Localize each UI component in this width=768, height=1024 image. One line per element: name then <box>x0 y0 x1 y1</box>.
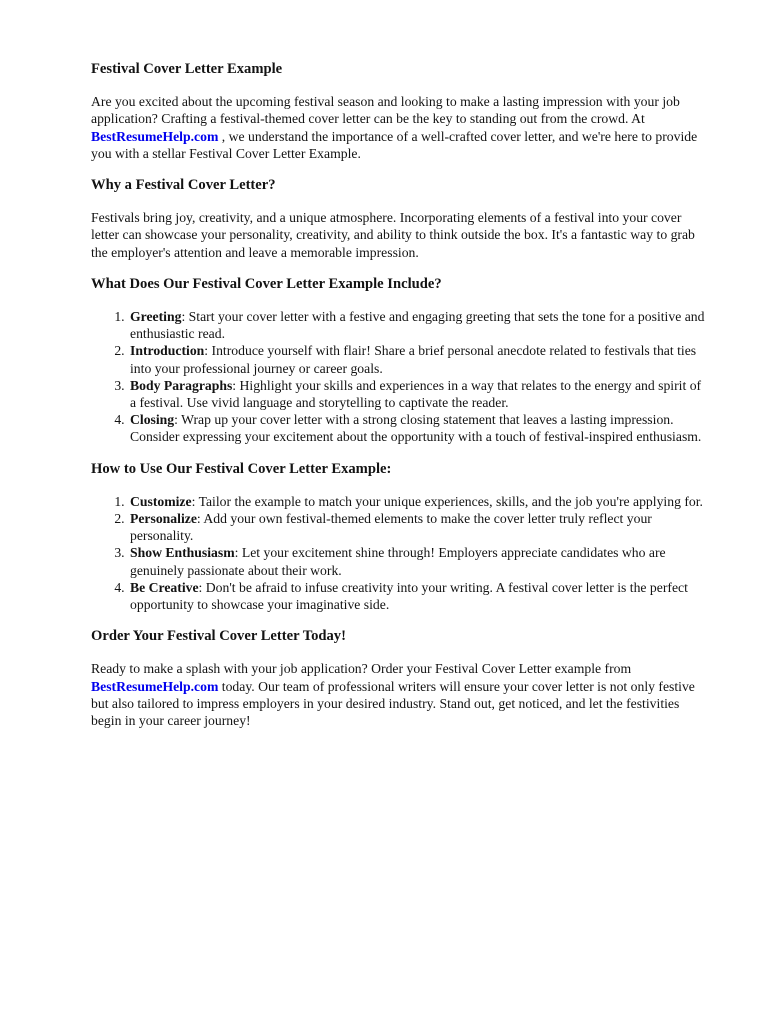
list-desc: : Wrap up your cover letter with a strong closing statement that leaves a lasting impression. Consider expressing your excitement about the opportunity with a touch of festival-inspired enthusiasm. <box>130 412 702 445</box>
list-term: Personalize <box>130 511 197 527</box>
howto-list <box>91 493 709 613</box>
list-term: Introduction <box>130 343 205 359</box>
list-item-body-paragraphs <box>128 377 709 411</box>
list-term: Closing <box>130 412 175 428</box>
howto-section-heading: How to Use Our Festival Cover Letter Example: <box>91 460 392 477</box>
list-item-personalize <box>128 510 709 544</box>
bestresumehelp-link[interactable]: BestResumeHelp.com <box>91 128 219 144</box>
list-desc: : Start your cover letter with a festive and engaging greeting that sets the tone for a positive and enthusiastic read. <box>130 309 705 342</box>
list-term: Be Creative <box>130 579 199 595</box>
bestresumehelp-link[interactable]: BestResumeHelp.com <box>91 678 219 694</box>
why-section-paragraph: Festivals bring joy, creativity, and a unique atmosphere. Incorporating elements of a festival into your cover letter can showcase your personality, creativity, and ability to think outside the box. It's a fantastic way to grab the employer's attention and leave a memorable impression. <box>91 210 695 260</box>
doc-title: Festival Cover Letter Example <box>91 61 283 77</box>
list-term: Customize <box>130 493 192 509</box>
order-paragraph <box>91 660 709 729</box>
intro-text-after: , we understand the importance of a well-crafted cover letter, and we're here to provide you with a stellar Festival Cover Letter Example. <box>91 128 698 161</box>
list-desc: : Highlight your skills and experiences in a way that relates to the energy and spirit of a festival. Use vivid language and storytelling to captivate the reader. <box>130 377 702 411</box>
list-desc: : Add your own festival-themed elements to make the cover letter truly reflect your personality. <box>130 511 652 544</box>
list-item-greeting <box>128 308 709 342</box>
list-item-customize <box>128 493 709 510</box>
list-desc: : Tailor the example to match your unique experiences, skills, and the job you're applying for. <box>191 493 703 509</box>
list-item-be-creative <box>128 579 709 613</box>
order-text-before: Ready to make a splash with your job application? Order your Festival Cover Letter example from <box>91 661 632 677</box>
list-item-introduction <box>128 342 709 376</box>
order-text-after: today. Our team of professional writers will ensure your cover letter is not only festive but also tailored to impress employers in your desired industry. Stand out, get noticed, and let the festivities begin in your career journey! <box>91 678 695 729</box>
list-item-closing <box>128 411 709 445</box>
intro-paragraph <box>91 93 709 162</box>
list-term: Body Paragraphs <box>130 377 233 393</box>
include-section-heading: What Does Our Festival Cover Letter Example Include? <box>91 275 442 292</box>
list-term: Greeting <box>130 309 182 325</box>
list-term: Show Enthusiasm <box>130 545 235 561</box>
why-section-heading: Why a Festival Cover Letter? <box>91 177 276 194</box>
include-list <box>91 308 709 446</box>
list-item-show-enthusiasm <box>128 544 709 578</box>
list-desc: : Let your excitement shine through! Employers appreciate candidates who are genuinely passionate about their work. <box>130 545 666 578</box>
order-section-heading: Order Your Festival Cover Letter Today! <box>91 628 346 645</box>
list-desc: : Introduce yourself with flair! Share a brief personal anecdote related to festivals that ties into your professional journey or career goals. <box>130 343 697 376</box>
intro-text-before: Are you excited about the upcoming festival season and looking to make a lasting impression with your job application? Crafting a festival-themed cover letter can be the key to standing out from the crowd. At <box>91 94 680 127</box>
list-desc: : Don't be afraid to infuse creativity into your writing. A festival cover letter is the perfect opportunity to showcase your imaginative side. <box>130 579 688 613</box>
